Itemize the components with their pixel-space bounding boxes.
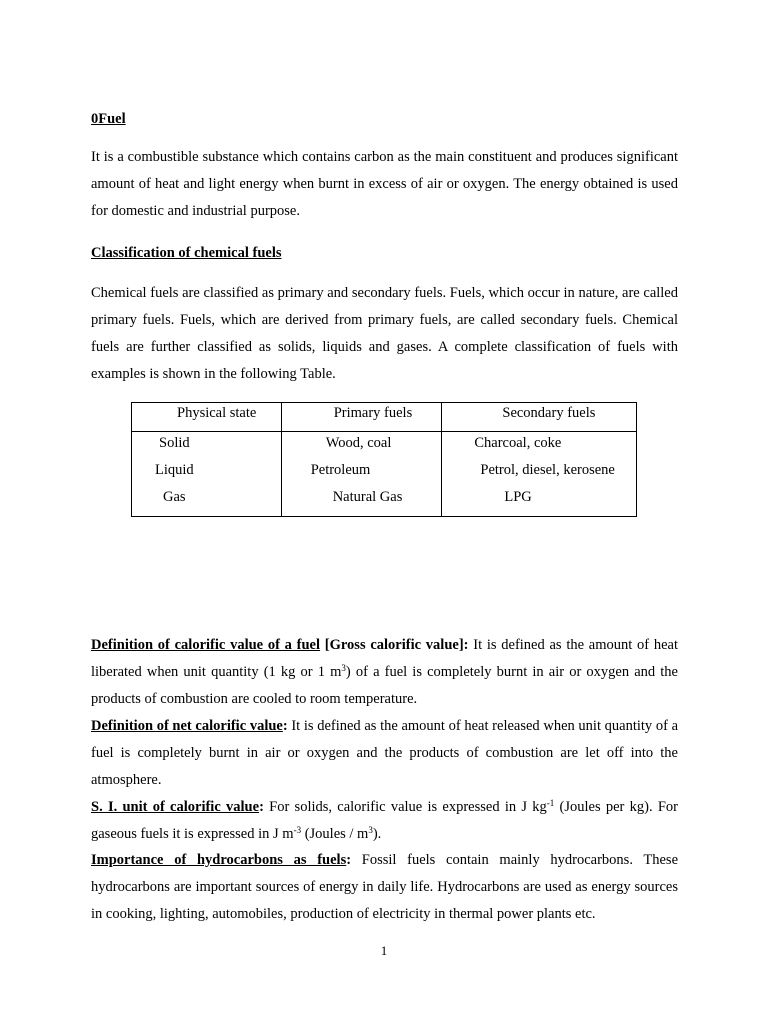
- superscript: 3: [368, 825, 373, 835]
- table-cell: Wood, coal: [281, 432, 442, 461]
- hydrocarbons-colon: :: [346, 852, 352, 868]
- table-cell: Petrol, diesel, kerosene: [442, 460, 637, 487]
- si-unit-colon: :: [259, 799, 264, 815]
- table-cell: Liquid: [132, 460, 282, 487]
- hydrocarbons-importance: [91, 847, 678, 928]
- superscript: 3: [341, 663, 346, 673]
- table-row: [132, 460, 637, 487]
- page-title: 0Fuel: [91, 111, 126, 127]
- classification-heading: Classification of chemical fuels: [91, 245, 282, 261]
- table-row: [132, 487, 637, 517]
- si-unit-text-cont2: (Joules / m: [301, 826, 369, 842]
- superscript: -3: [293, 825, 302, 835]
- table-cell: Solid: [132, 432, 282, 461]
- net-calorific-colon: :: [282, 718, 288, 734]
- superscript: -1: [546, 798, 555, 808]
- gross-calorific-definition: [91, 632, 678, 713]
- intro-paragraph: It is a combustible substance which contains carbon as the main constituent and produces significant amount of heat and light energy when burnt in excess of air or oxygen. The energy obtained is used for domestic and industrial purpose.: [91, 149, 678, 219]
- hydrocarbons-text: Fossil fuels contain mainly hydrocarbons. These hydrocarbons are important sources of energy in daily life. Hydrocarbons are used as energy sources in cooking, lighting, automobiles, production of electricity in thermal power plants etc.: [91, 852, 679, 922]
- classification-paragraph: Chemical fuels are classified as primary and secondary fuels. Fuels, which occur in nature, are called primary fuels. Fuels, which are derived from primary fuels, are called secondary fuels. Chemical fuels are further classified as solids, liquids and gases. A complete classification of fuels with examples is shown in the following Table.: [91, 285, 678, 382]
- si-unit-label: S. I. unit of calorific value: [91, 799, 260, 815]
- table-header-row: [132, 403, 637, 432]
- si-unit-text-cont: (Joules per kg). For gaseous fuels it is expressed in J m: [91, 799, 678, 842]
- table-header-cell: Secondary fuels: [442, 403, 637, 432]
- net-calorific-label: Definition of net calorific value: [91, 718, 283, 734]
- gross-calorific-text-cont: ) of a fuel is completely burnt in air or oxygen and the products of combustion are cooled to room temperature.: [91, 664, 678, 707]
- net-calorific-text: It is defined as the amount of heat released when unit quantity of a fuel is completely burnt in air or oxygen and the products of combustion are let off into the atmosphere.: [91, 718, 678, 788]
- table-cell: Petroleum: [281, 460, 442, 487]
- table-cell: Charcoal, coke: [442, 432, 637, 461]
- fuel-classification-table: [131, 402, 637, 517]
- table-header-cell: Physical state: [132, 403, 282, 432]
- net-calorific-definition: [91, 713, 678, 794]
- gross-calorific-bracket: [Gross calorific value]:: [320, 637, 469, 653]
- gross-calorific-text: It is defined as the amount of heat liberated when unit quantity (1 kg or 1 m: [91, 637, 678, 680]
- table-cell: LPG: [442, 487, 637, 517]
- si-unit-text: For solids, calorific value is expressed in J kg: [263, 799, 547, 815]
- si-unit-text-end: ).: [372, 826, 382, 842]
- table-cell: Natural Gas: [281, 487, 442, 517]
- si-unit-definition: [91, 794, 678, 848]
- hydrocarbons-label: Importance of hydrocarbons as fuels: [91, 852, 347, 868]
- gross-calorific-label: Definition of calorific value of a fuel: [91, 637, 321, 653]
- table-header-cell: Primary fuels: [281, 403, 442, 432]
- table-row: [132, 432, 637, 461]
- page-number: 1: [380, 943, 388, 958]
- table-cell: Gas: [132, 487, 282, 517]
